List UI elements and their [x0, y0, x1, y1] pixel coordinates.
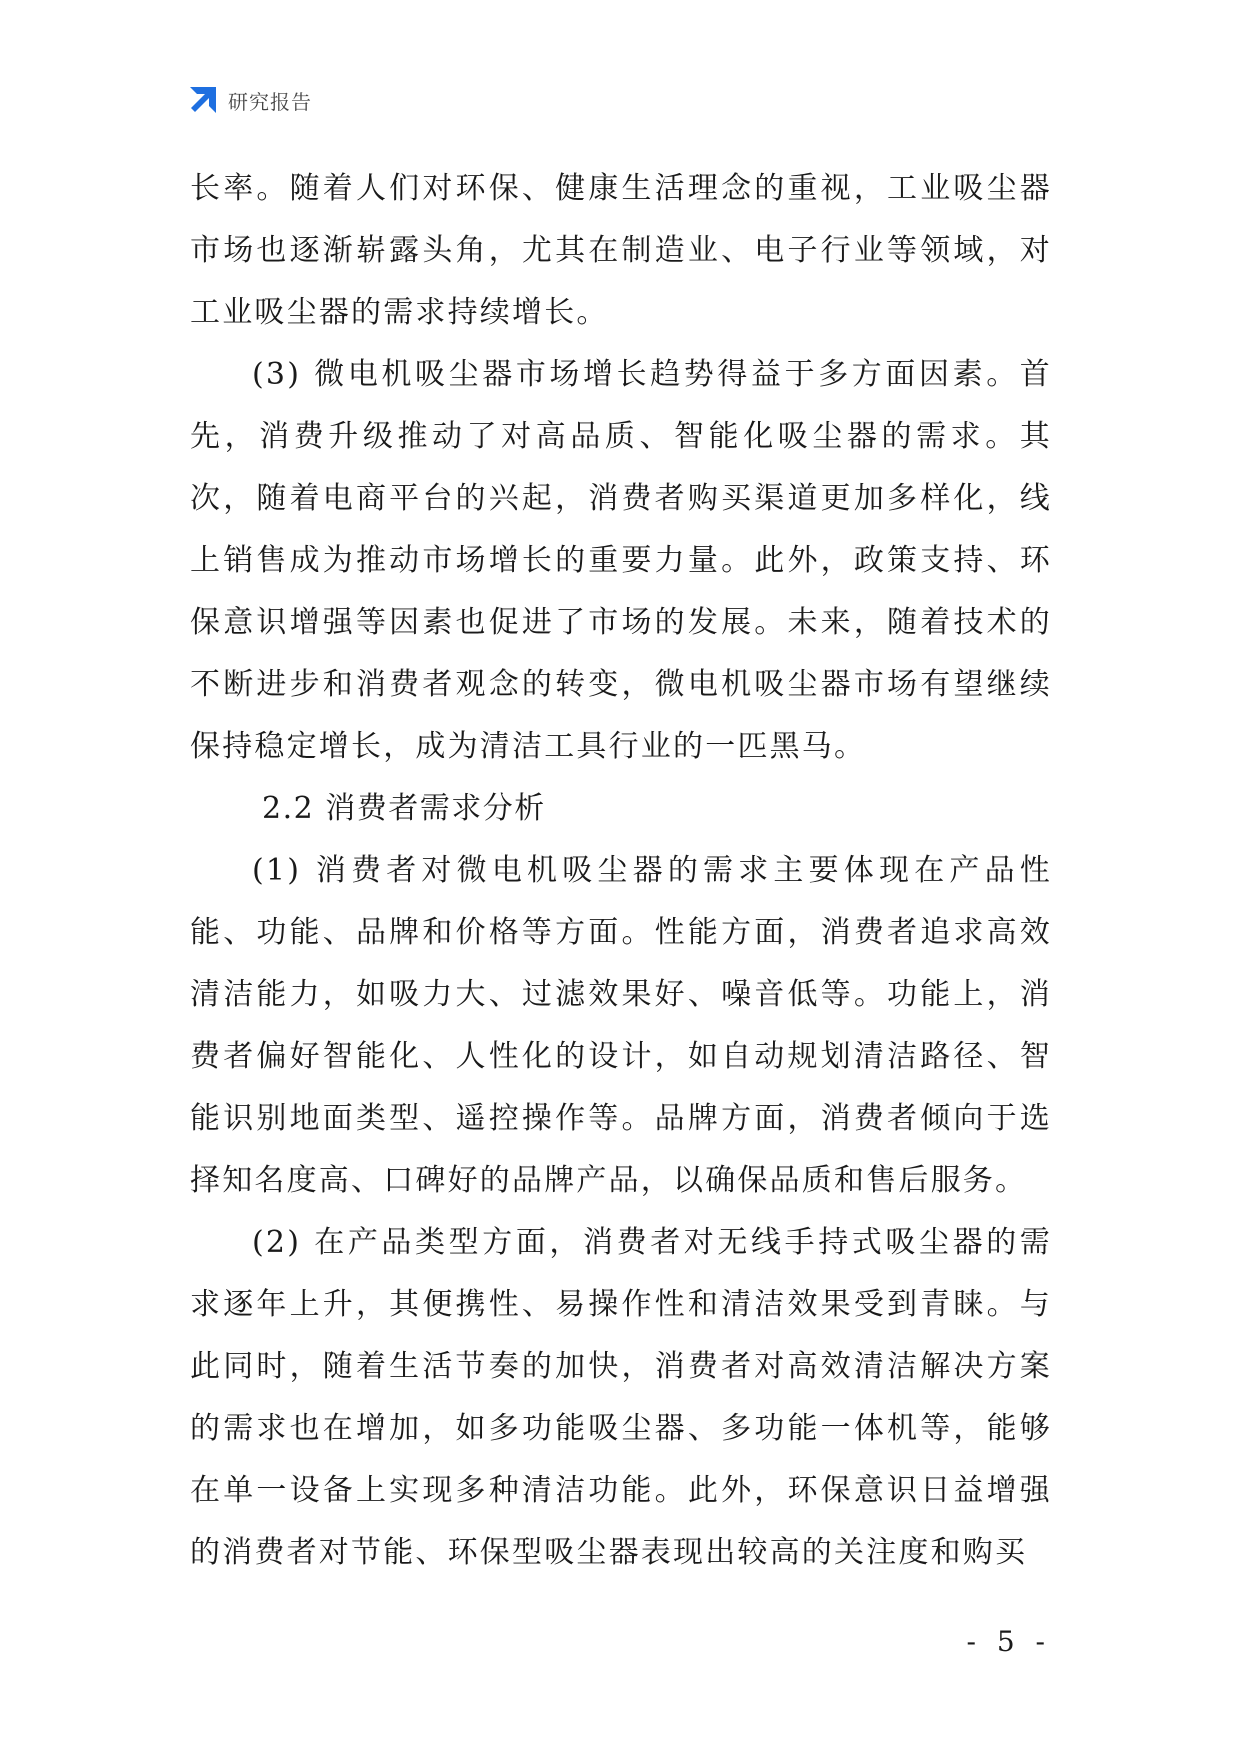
paragraph-continuation: 长率。随着人们对环保、健康生活理念的重视，工业吸尘器市场也逐渐崭露头角，尤其在制造业、电子行业等领域，对工业吸尘器的需求持续增长。	[190, 171, 1052, 330]
arrow-up-right-icon	[188, 87, 216, 115]
page-number: - 5 -	[966, 1625, 1051, 1658]
document-body	[190, 158, 1052, 1584]
header-title: 研究报告	[228, 90, 312, 114]
section-heading: 2.2 消费者需求分析	[262, 791, 546, 826]
paragraph-product-types: (2) 在产品类型方面，消费者对无线手持式吸尘器的需求逐年上升，其便携性、易操作性和清洁效果受到青睐。与此同时，随着生活节奏的加快，消费者对高效清洁解决方案的需求也在增加，如多功能吸尘器、多功能一体机等，能够在单一设备上实现多种清洁功能。此外，环保意识日益增强的消费者对节能、环保型吸尘器表现出较高的关注度和购买	[190, 1225, 1052, 1570]
report-header	[188, 86, 312, 115]
paragraph-market-growth-factors: (3) 微电机吸尘器市场增长趋势得益于多方面因素。首先，消费升级推动了对高品质、智能化吸尘器的需求。其次，随着电商平台的兴起，消费者购买渠道更加多样化，线上销售成为推动市场增长的重要力量。此外，政策支持、环保意识增强等因素也促进了市场的发展。未来，随着技术的不断进步和消费者观念的转变，微电机吸尘器市场有望继续保持稳定增长，成为清洁工具行业的一匹黑马。	[190, 357, 1052, 764]
paragraph-consumer-needs: (1) 消费者对微电机吸尘器的需求主要体现在产品性能、功能、品牌和价格等方面。性能方面，消费者追求高效清洁能力，如吸力大、过滤效果好、噪音低等。功能上，消费者偏好智能化、人性化的设计，如自动规划清洁路径、智能识别地面类型、遥控操作等。品牌方面，消费者倾向于选择知名度高、口碑好的品牌产品，以确保品质和售后服务。	[190, 853, 1052, 1198]
